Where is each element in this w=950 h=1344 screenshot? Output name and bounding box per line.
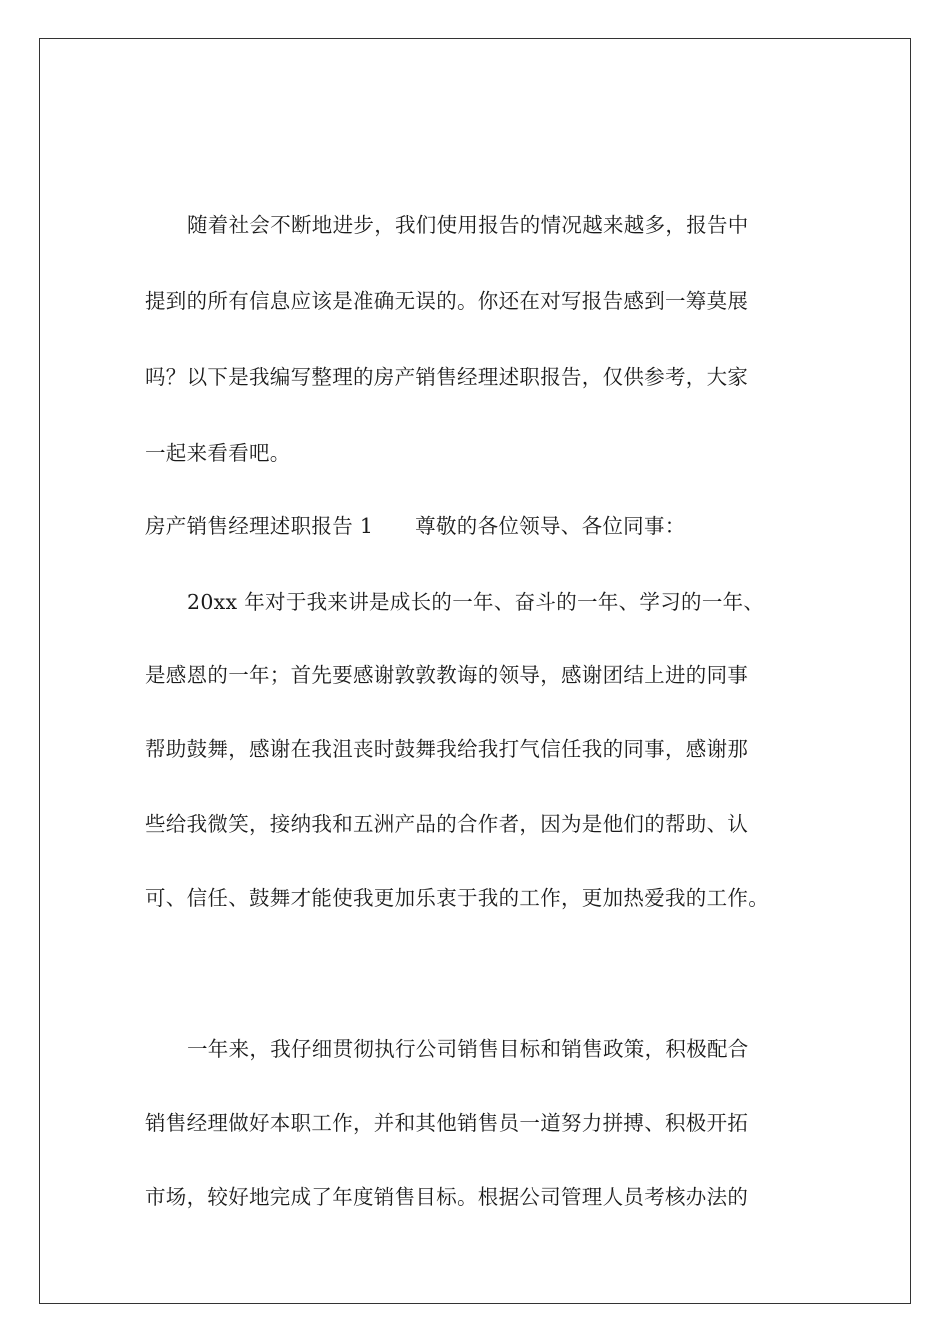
- intro-line-1: 随着社会不断地进步，我们使用报告的情况越来越多，报告中: [187, 213, 749, 237]
- p1-line-4: 些给我微笑，接纳我和五洲产品的合作者，因为是他们的帮助、认: [145, 812, 749, 836]
- p1-line-5: 可、信任、鼓舞才能使我更加乐衷于我的工作，更加热爱我的工作。: [145, 886, 769, 910]
- salutation: 尊敬的各位领导、各位同事：: [415, 514, 686, 538]
- p1-line-3: 帮助鼓舞，感谢在我沮丧时鼓舞我给我打气信任我的同事，感谢那: [145, 737, 749, 761]
- p2-line-1: 一年来，我仔细贯彻执行公司销售目标和销售政策，积极配合: [187, 1037, 749, 1061]
- intro-line-3: 吗？以下是我编写整理的房产销售经理述职报告，仅供参考，大家: [145, 365, 749, 389]
- p2-line-3: 市场，较好地完成了年度销售目标。根据公司管理人员考核办法的: [145, 1185, 749, 1209]
- report-title: 房产销售经理述职报告 1: [145, 514, 374, 538]
- intro-line-4: 一起来看看吧。: [145, 441, 291, 465]
- report-heading: [145, 513, 686, 539]
- p1-line-2: 是感恩的一年；首先要感谢敦敦教诲的领导，感谢团结上进的同事: [145, 663, 749, 687]
- p2-line-2: 销售经理做好本职工作，并和其他销售员一道努力拼搏、积极开拓: [145, 1111, 749, 1135]
- p1-line-1: 20xx 年对于我来讲是成长的一年、奋斗的一年、学习的一年、: [187, 590, 765, 614]
- intro-line-2: 提到的所有信息应该是准确无误的。你还在对写报告感到一筹莫展: [145, 289, 749, 313]
